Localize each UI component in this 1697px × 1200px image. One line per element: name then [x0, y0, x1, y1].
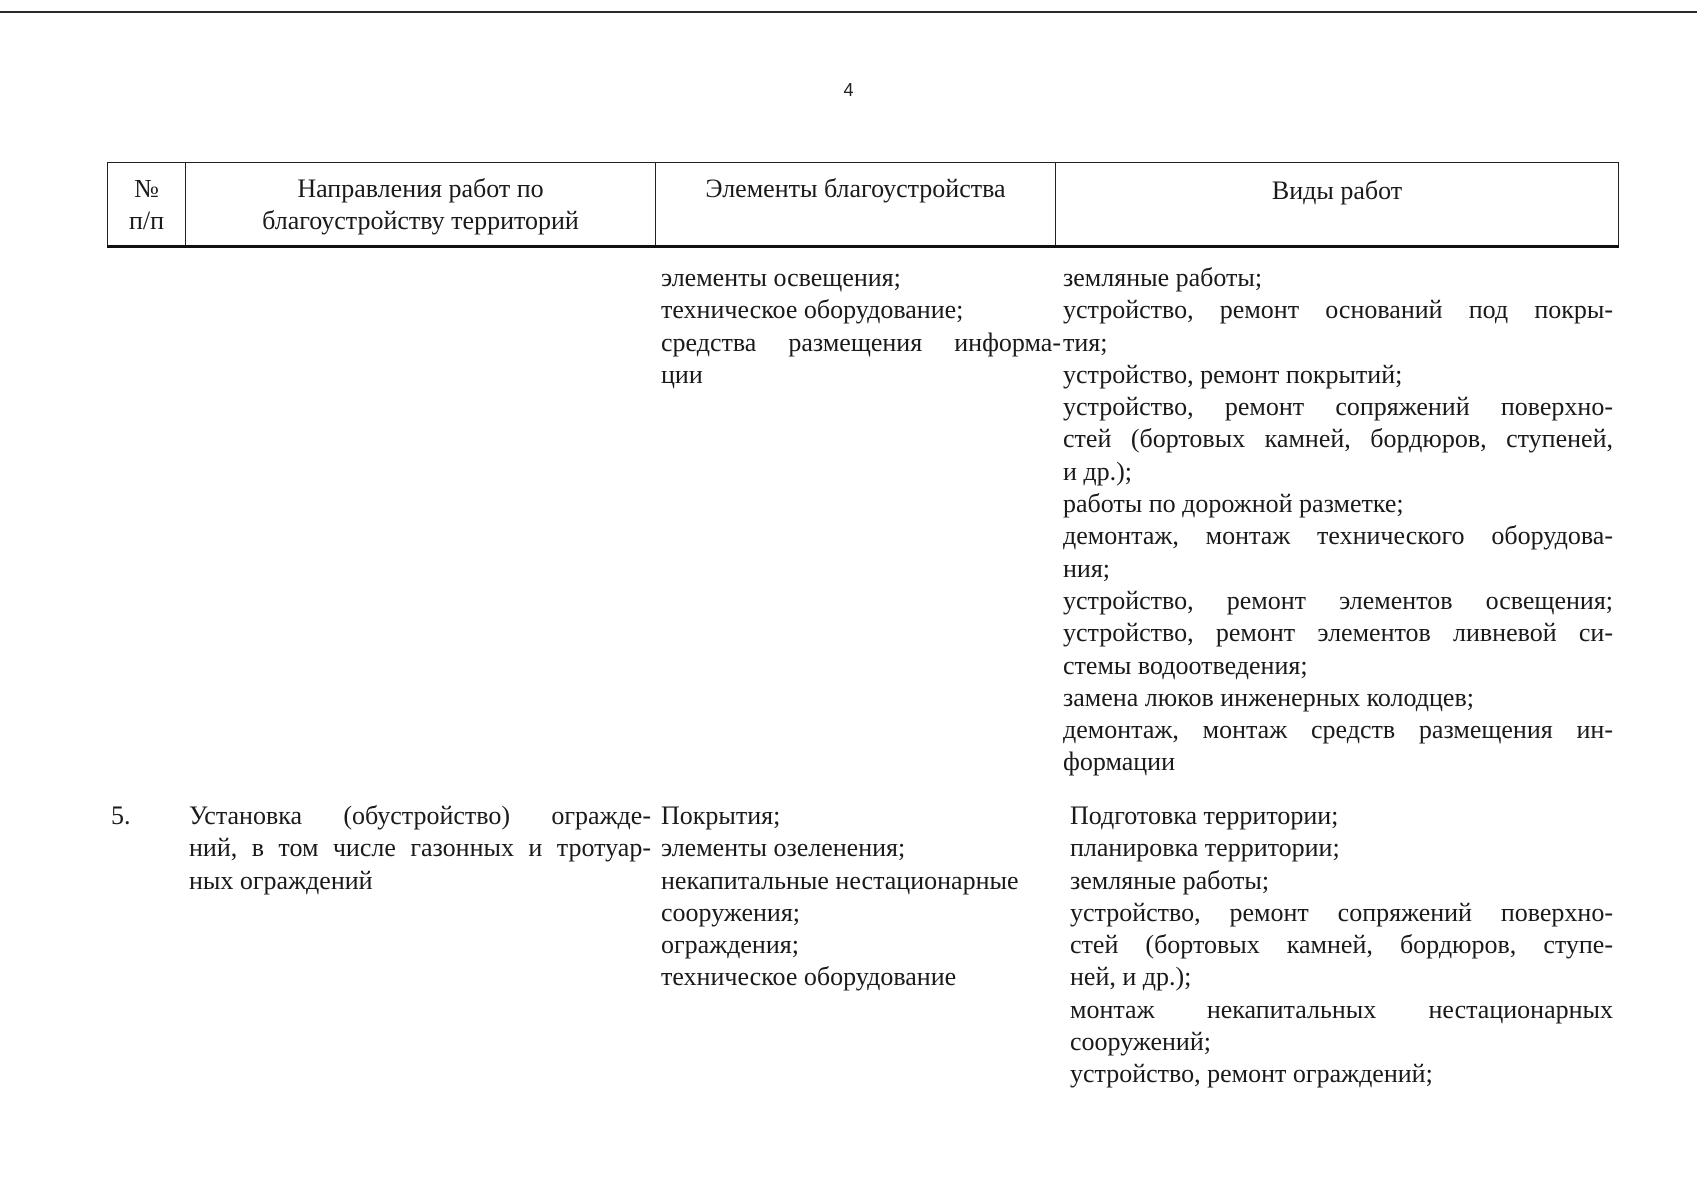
text-line: стей (бортовых камней, бордюров, ступе-	[1070, 930, 1613, 960]
header-direction	[186, 163, 656, 247]
header-direction-line: благоустройству территорий	[262, 206, 579, 235]
text-line: стей (бортовых камней, бордюров, ступеней,	[1063, 424, 1613, 454]
table-header	[107, 162, 1619, 248]
text-line: устройство, ремонт элементов ливневой си-	[1063, 618, 1613, 648]
text-line: ции	[661, 359, 703, 389]
text-line: замена люков инженерных колодцев;	[1063, 682, 1474, 712]
text-line: Подготовка территории;	[1070, 801, 1339, 830]
text-line: некапитальные нестационарные	[661, 865, 1019, 895]
text-line: ней, и др.);	[1070, 962, 1192, 992]
text-line: ных ограждений	[189, 865, 373, 895]
text-line: и др.);	[1063, 456, 1133, 486]
table-row-continued	[107, 262, 1618, 782]
text-line: демонтаж, монтаж средств размещения ин-	[1063, 715, 1613, 745]
text-line: сооружений;	[1070, 1027, 1211, 1057]
header-num-line: п/п	[128, 206, 165, 235]
text-line: устройство, ремонт элементов освещения;	[1063, 585, 1613, 615]
header-elements	[656, 163, 1056, 247]
header-direction-line: Направления работ по	[297, 174, 544, 203]
header-works	[1056, 163, 1619, 247]
text-line: монтаж некапитальных нестационарных	[1070, 994, 1613, 1024]
text-line: средства размещения информа-	[661, 327, 1061, 357]
direction-cell	[189, 800, 651, 897]
text-line: Покрытия;	[661, 801, 781, 830]
text-line: земляные работы;	[1070, 865, 1270, 895]
works-cell	[1070, 800, 1613, 1091]
text-line: устройство, ремонт оснований под покры-	[1063, 295, 1613, 325]
text-line: устройство, ремонт покрытий;	[1063, 359, 1403, 389]
text-line: формации	[1063, 747, 1176, 777]
text-line: Установка (обустройство) огражде-	[189, 801, 651, 830]
elements-cell	[661, 262, 1061, 391]
text-line: элементы озеленения;	[661, 833, 906, 863]
text-line: земляные работы;	[1063, 263, 1263, 292]
header-elements-text: Элементы благоустройства	[705, 174, 1006, 203]
page-number: 4	[843, 80, 854, 100]
header-num	[108, 163, 186, 247]
text-line: демонтаж, монтаж технического оборудова-	[1063, 521, 1613, 551]
text-line: планировка территории;	[1070, 833, 1340, 863]
header-works-text: Виды работ	[1271, 176, 1403, 205]
text-line: техническое оборудование;	[661, 295, 964, 325]
table-row-5	[107, 800, 1618, 1100]
text-line: устройство, ремонт сопряжений поверхно-	[1070, 897, 1613, 927]
text-line: элементы освещения;	[661, 263, 901, 292]
header-row	[108, 163, 1619, 247]
text-line: ограждения;	[661, 930, 799, 960]
text-line: сооружения;	[661, 897, 801, 927]
text-line: техническое оборудование	[661, 962, 957, 992]
text-line: ний, в том числе газонных и тротуар-	[189, 833, 651, 863]
text-line: устройство, ремонт сопряжений поверхно-	[1063, 392, 1613, 422]
text-line: тия;	[1063, 327, 1108, 357]
text-line: ния;	[1063, 553, 1111, 583]
text-line: устройство, ремонт ограждений;	[1070, 1059, 1433, 1089]
top-rule	[0, 11, 1697, 13]
text-line: стемы водоотведения;	[1063, 650, 1308, 680]
header-num-line: №	[134, 174, 159, 203]
elements-cell	[661, 800, 1061, 994]
works-cell	[1063, 262, 1613, 779]
text-line: работы по дорожной разметке;	[1063, 489, 1404, 519]
row-number: 5.	[111, 801, 131, 830]
